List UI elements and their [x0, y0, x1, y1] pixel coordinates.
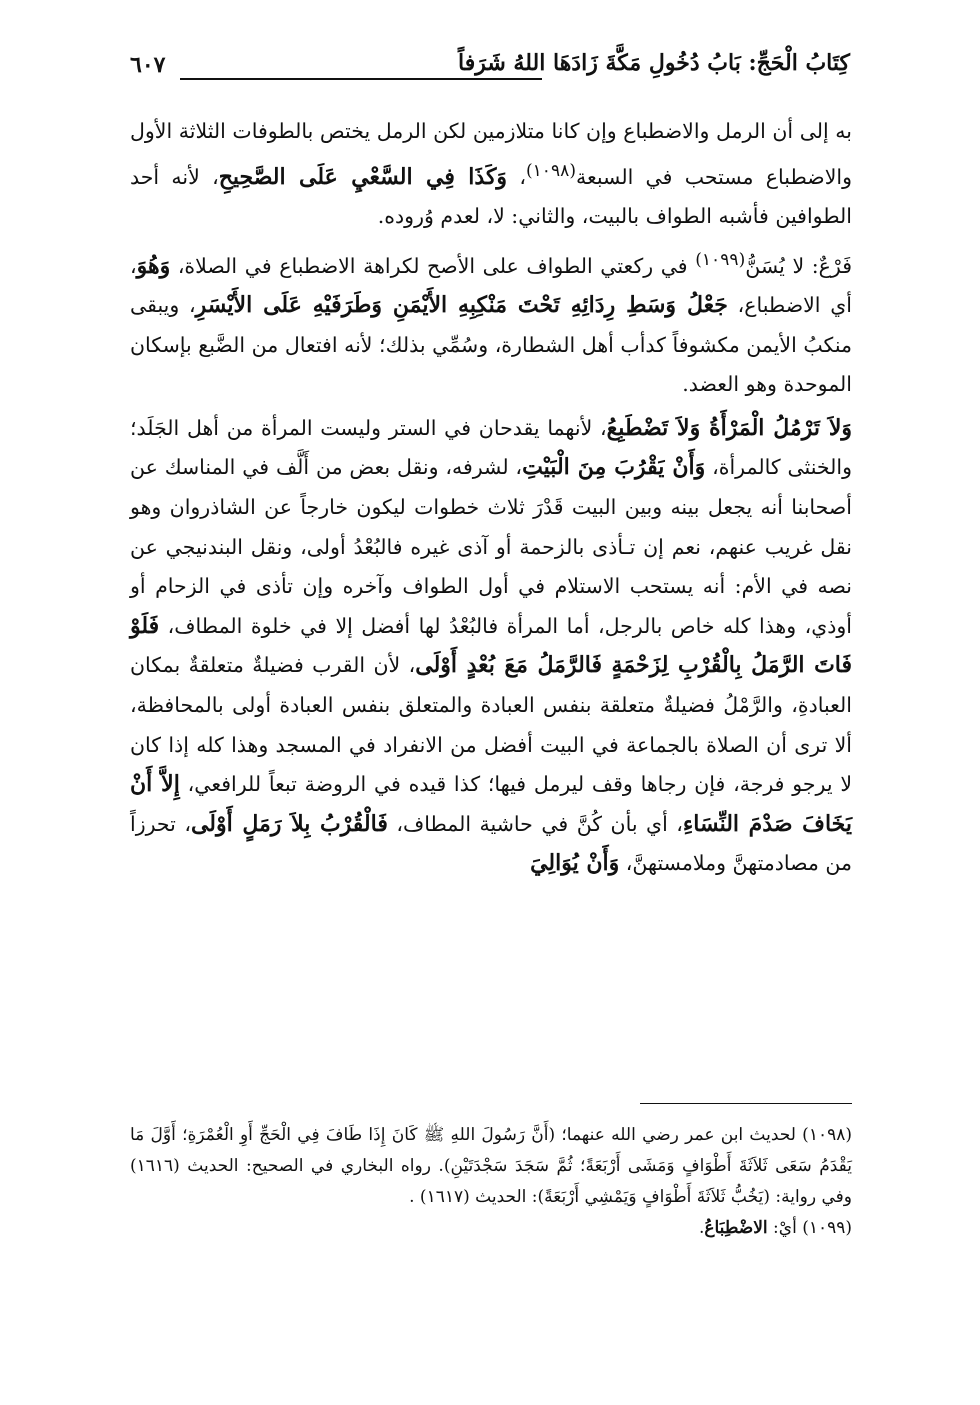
matn-text: وَأَنْ يَقْرُبَ مِنَ الْبَيْتِ — [522, 454, 706, 481]
text-run: ، لأن القرب فضيلةٌ متعلقةٌ بمكان العبادةِ، والرَّمْلُ فضيلةٌ متعلقة بنفس العبادة والمتعلق بنفس العبادة أولى بالمحافظة، ألا ترى أن الصلاة بالجماعة في البيت أفضل من الانفراد في المسجد وهذا كله إذا كان لا يرجو فرجة، فإن رجاها وقف ليرمل فيها؛ كذا قيده في الروضة تبعاً للرافعي، — [130, 653, 853, 797]
matn-text: جَعْلُ وَسَطِ رِدَائِهِ تَحْتَ مَنْكِبِهِ الأَيْمَنِ وَطَرَفَيْهِ عَلَى الأَيْسَرِ — [195, 292, 728, 319]
page-number: ٦٠٧ — [130, 52, 166, 78]
footnote-ref: (١٠٩٩) — [695, 249, 746, 270]
matn-text: وَأَنْ يُوَالِيَ — [530, 850, 620, 877]
matn-text: وَلاَ تَرْمُلُ الْمَرْأَةُ وَلاَ تَضْطَبِعُ — [606, 414, 852, 441]
footnote — [130, 1213, 852, 1244]
footnote-text: (١٠٩٩) أيْ: — [767, 1218, 852, 1238]
matn-text: وَهُوَ — [136, 252, 171, 279]
text-run: ، — [507, 164, 526, 189]
text-run: به إلى أن الرمل والاضطباع وإن كانا متلازمين لكن الرمل يختص بالطوفات الثلاثة الأول والاضطباع مستحب في السبعة — [130, 119, 852, 189]
chapter-title: كِتَابُ الْحَجِّ: بَابُ دُخُولِ مَكَّةَ زَادَهَا اللهُ شَرَفاً — [457, 50, 850, 76]
matn-text: فَلَوْ فَاتَ الرَّمَلُ بِالْقُرْبِ لِزَحْمَةٍ فَالرَّمَلُ مَعَ بُعْدٍ أَوْلَى — [130, 612, 852, 679]
text-run: فَرْعٌ: لا يُسَنُّ — [745, 253, 852, 278]
text-run: في ركعتي الطواف على الأصح لكراهة الاضطباع في الصلاة، — [170, 253, 696, 278]
text-run: ، تحرزاً من مصادمتهنَّ وملامستهنَّ، — [130, 811, 852, 876]
matn-text: فَالْقُرْبُ بِلاَ رَمَلٍ أَوْلَى — [190, 810, 388, 837]
text-run: ، لأنه أحد الطوافين فأشبه الطواف بالبيت، والثاني: لا، لعدم وُروده. — [130, 164, 852, 229]
footnote-term: الاضْطِبَاعُ — [704, 1218, 768, 1238]
footnote — [130, 1120, 852, 1213]
footnote-separator — [640, 1103, 852, 1104]
footnote-text: . — [698, 1218, 705, 1238]
paragraph — [130, 409, 852, 884]
text-run: ، لأنهما يقدحان في الستر وليست المرأة من أهل الجَلَد؛ والخنثى كالمرأة، — [130, 415, 852, 480]
footnote-ref: (١٠٩٨) — [525, 160, 576, 181]
text-run: ، أي الاضطباع، — [130, 253, 852, 318]
text-run: ، لشرفه، ونقل بعض من أَلَّف في المناسك عن أصحابنا أنه يجعل بينه وبين البيت قَدْرَ ثلاث خطوات ليكون خارجاً عن الشاذروان وهو نقل غريب عنهم، نعم إن تـأذى بالزحمة أو آذى غيره فالبُعْدُ أولى، ونقل البندنيجي عن نصه في الأم: أنه يستحب الاستلام في أول الطواف وآخره وإن تأذى في الزحام أو أوذي، وهذا كله خاص بالرجل، أما المرأة فالبُعْدُ لها أفضل إلا في خلوة المطاف، — [130, 455, 853, 638]
text-run: ، أي بأن كُنَّ في حاشية المطاف، — [387, 811, 683, 836]
footnotes — [130, 1120, 852, 1244]
text-run: ، ويبقى منكبُ الأيمن مكشوفاً كدأب أهل الشطارة، وسُمِّي بذلك؛ لأنه افتعال من الضَّبع بإسكان الموحدة وهو العضد. — [130, 293, 852, 397]
main-text — [130, 112, 852, 884]
header-rule — [180, 78, 542, 80]
matn-text: وَكَذَا فِي السَّعْيِ عَلَى الصَّحِيحِ — [218, 163, 508, 190]
paragraph — [130, 241, 852, 405]
running-header — [130, 38, 850, 90]
paragraph — [130, 112, 852, 237]
matn-text: إِلاَّ أَنْ يَخَافَ صَدْمَ النِّسَاءِ — [130, 771, 852, 837]
footnote-text: (١٠٩٨) لحديث ابن عمر رضي الله عنهما؛ (أَنَّ رَسُولَ اللهِ ﷺ كَانَ إِذَا طَافَ فِي الْحَجِّ أَوِ الْعُمْرَةِ؛ أَوَّلَ مَا يَقْدَمُ سَعَى ثَلاَثَةَ أَطْوَافٍ وَمَشَى أَرْبَعَةً؛ ثُمَّ سَجَدَ سَجْدَتَيْنِ). رواه البخاري في الصحيح: الحديث (١٦١٦) وفي رواية: (يَخُبُّ ثَلاَثَةَ أَطْوَافٍ وَيَمْشِي أَرْبَعَةً): الحديث (١٦١٧) . — [130, 1125, 852, 1207]
